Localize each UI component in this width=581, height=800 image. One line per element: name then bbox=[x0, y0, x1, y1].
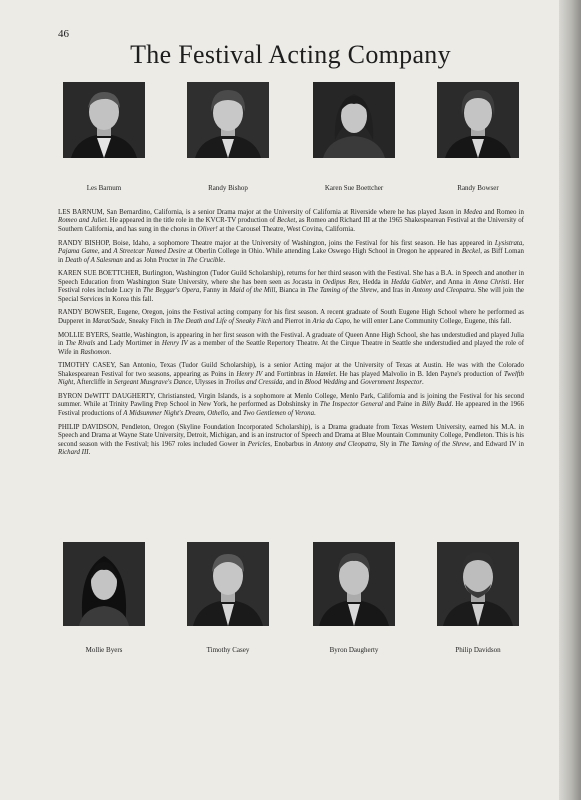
bio-text: , Hedda in bbox=[358, 278, 392, 286]
bio-text: , Bianca in bbox=[275, 287, 308, 295]
bio-text: and Pierrot in bbox=[271, 317, 313, 325]
italic-title-text: Sergeant Musgrave's Dance bbox=[114, 379, 192, 387]
italic-title-text: Marat/Sade bbox=[92, 317, 125, 325]
bio-paragraph bbox=[58, 393, 524, 418]
bio-text: . bbox=[422, 379, 424, 387]
bio-text: , and bbox=[227, 409, 244, 417]
biographies bbox=[58, 209, 524, 463]
bio-text: MOLLIE BYERS, Seattle, Washington, is appearing in her first season with the Festival. A graduate of Queen Anne High School, she has understudied and played Julia in bbox=[58, 331, 524, 348]
page-number: 46 bbox=[58, 28, 69, 40]
italic-title-text: Antony and Cleopatra bbox=[412, 287, 475, 295]
bio-text: , and in bbox=[282, 379, 305, 387]
italic-title-text: Aria da Capo bbox=[312, 317, 350, 325]
bio-text: at Oberlin College in Ohio. While attending Lake Oswego High School in Oregon he appeared in bbox=[186, 248, 462, 256]
bio-text: , Enobarbus in bbox=[270, 440, 314, 448]
bio-paragraph bbox=[58, 309, 524, 326]
bio-text: . bbox=[88, 448, 91, 456]
bio-text: , and Iras in bbox=[377, 287, 413, 295]
italic-title-text: Lysistrata, Pajama Game bbox=[58, 239, 524, 256]
bio-text: . bbox=[109, 348, 112, 356]
bio-text: , as Biff Loman in bbox=[58, 248, 524, 264]
portrait-photo bbox=[63, 82, 145, 158]
bio-text: , Sly in bbox=[375, 440, 399, 448]
bio-text: at the Carousel Theatre, West Covina, California. bbox=[217, 225, 355, 233]
bio-paragraph bbox=[58, 209, 524, 234]
italic-title-text: Oliver! bbox=[197, 225, 218, 233]
bio-text: and bbox=[346, 379, 361, 387]
bio-text: , Sneaky Fitch in bbox=[125, 317, 174, 325]
italic-title-text: Death of A Salesman bbox=[65, 256, 123, 264]
bio-text: . He has played Malvolio in B. Iden Payne's production of bbox=[335, 370, 504, 378]
book-spine-shadow bbox=[559, 0, 581, 800]
portrait-caption: Karen Sue Boettcher bbox=[324, 184, 384, 192]
bio-text: BYRON DeWITT DAUGHERTY, Christiansted, Virgin Islands, is a sophomore at Menlo College, Menlo Park, California and is joining the Festival for his second summer. While at Trinity Pawling Prep School in New York, he performed as Dobshinsky in bbox=[58, 392, 524, 409]
portrait-randy-bowser bbox=[430, 82, 526, 192]
bio-text: and Lady Mortimer in bbox=[95, 340, 162, 348]
portrait-randy-bishop bbox=[180, 82, 276, 192]
italic-title-text: The Beggar's Opera bbox=[142, 287, 200, 295]
bio-paragraph bbox=[58, 424, 524, 458]
italic-title-text: The Taming of the Shrew bbox=[307, 287, 378, 295]
italic-title-text: A Midsummer Night's Dream, Othello bbox=[123, 409, 228, 417]
bio-text: and Romeo in bbox=[482, 209, 524, 216]
italic-title-text: Hedda Gabler bbox=[391, 278, 432, 286]
bio-text: and as John Procter in bbox=[122, 256, 188, 264]
italic-title-text: Blood Wedding bbox=[304, 379, 347, 387]
italic-title-text: Beckel bbox=[461, 248, 481, 256]
bio-text: . She will join the Special Services in Korea this fall. bbox=[58, 287, 524, 303]
bio-text: . He appeared in the title role in the KVCR-TV production of bbox=[106, 217, 277, 225]
italic-title-text: Troilus and Cressida bbox=[225, 379, 283, 387]
bio-text: , and Edward IV in bbox=[469, 440, 524, 448]
portrait-photo bbox=[313, 82, 395, 158]
portrait-caption: Les Barnum bbox=[86, 184, 122, 192]
italic-title-text: Antony and Cleopatra bbox=[313, 440, 376, 448]
portrait-timothy-casey bbox=[180, 542, 276, 654]
bottom-photo-row bbox=[56, 542, 526, 666]
portrait-photo bbox=[187, 542, 269, 626]
italic-title-text: Maid of the Mill bbox=[229, 287, 276, 295]
bio-text: . Her Festival roles include Lucy in bbox=[58, 278, 525, 295]
bio-text: KAREN SUE BOETTCHER, Burlington, Washington (Tudor Guild Scholarship), returns for her third season with the Festival. She has a B.A. in Speech and another in Speech Education from Washington State University, where she has been seen as Jocasta in bbox=[58, 270, 524, 286]
bio-text: . bbox=[314, 409, 316, 417]
italic-title-text: Two Gentlemen of Verona bbox=[243, 409, 315, 417]
portrait-byron-daugherty bbox=[306, 542, 402, 654]
bio-text: RANDY BOWSER, Eugene, Oregon, joins the Festival acting company for his first season. A recent graduate of South Eugene High School where he performed as Dupperet in bbox=[58, 309, 524, 325]
portrait-caption: Randy Bowser bbox=[457, 184, 499, 192]
bio-text: LES BARNUM, San Bernardino, California, is a senior Drama major at the University of California at Riverside where he has played Jason in bbox=[58, 209, 464, 216]
italic-title-text: The Taming of the Shrew bbox=[398, 440, 470, 448]
italic-title-text: Henry IV bbox=[161, 340, 188, 348]
bio-text: , and bbox=[97, 248, 114, 256]
bio-text: , Fanny in bbox=[199, 287, 230, 295]
italic-title-text: The Rivals bbox=[65, 340, 96, 348]
bio-text: PHILIP DAVIDSON, Pendleton, Oregon (Skyline Foundation Incorporated Scholarship), is a Drama graduate from Texas Western University, earned his M.A. in Speech and Drama at Wayne State University, Detroit, Michigan, and is an instructor of Speech and Drama at Blue Mountain Community College, Pendleton. This is his second season with the Festival; his 1967 roles included Gower in bbox=[58, 423, 524, 448]
bio-paragraph bbox=[58, 332, 524, 357]
italic-title-text: A Streetcar Named Desire bbox=[113, 248, 186, 256]
italic-title-text: Pericles bbox=[247, 440, 271, 448]
italic-title-text: Richard III bbox=[58, 448, 89, 456]
portrait-photo bbox=[313, 542, 395, 626]
italic-title-text: Oedipus Rex bbox=[322, 278, 359, 286]
portrait-caption: Byron Daugherty bbox=[329, 646, 379, 654]
portrait-caption: Randy Bishop bbox=[208, 184, 248, 192]
italic-title-text: Anna Christi bbox=[473, 278, 510, 286]
bio-paragraph bbox=[58, 362, 524, 387]
portrait-photo bbox=[187, 82, 269, 158]
portrait-philip-davidson bbox=[430, 542, 526, 654]
portrait-caption: Mollie Byers bbox=[85, 646, 123, 654]
bio-text: , Aftercliffe in bbox=[73, 379, 115, 387]
portrait-les-barnum bbox=[56, 82, 152, 192]
bio-text: RANDY BISHOP, Boise, Idaho, a sophomore Theatre major at the University of Washington, joins the Festival for his first season. He has appeared in bbox=[58, 239, 495, 247]
portrait-caption: Philip Davidson bbox=[455, 646, 501, 654]
page-title: The Festival Acting Company bbox=[130, 40, 451, 69]
portrait-photo bbox=[437, 82, 519, 158]
bio-text: and Paine in bbox=[382, 401, 422, 409]
bio-paragraph bbox=[58, 240, 524, 265]
italic-title-text: Billy Budd bbox=[421, 401, 452, 409]
italic-title-text: Government Inspector bbox=[360, 379, 423, 387]
italic-title-text: The Crucible bbox=[187, 256, 224, 264]
bio-text: , as Romeo and Richard III at the 1965 Shakespearean Festival at the University of Southern California, and has sung in the chorus in bbox=[58, 217, 524, 233]
italic-title-text: The Death and Life of Sneaky Fitch bbox=[173, 317, 272, 325]
portrait-photo bbox=[63, 542, 145, 626]
italic-title-text: Hamlet bbox=[315, 370, 336, 378]
bio-text: , he will enter Lane Community College, Eugene, this fall. bbox=[349, 317, 512, 325]
italic-title-text: Becket bbox=[276, 217, 296, 225]
italic-title-text: The Inspector General bbox=[319, 401, 383, 409]
portrait-karen-sue-boettcher bbox=[306, 82, 402, 192]
italic-title-text: Rashomon bbox=[80, 348, 110, 356]
italic-title-text: Henry IV bbox=[236, 370, 263, 378]
italic-title-text: Twelfth Night bbox=[58, 370, 525, 387]
bio-text: , Ulysses in bbox=[191, 379, 226, 387]
bio-text: TIMOTHY CASEY, San Antonio, Texas (Tudor Guild Scholarship), is a senior Acting major at the University of Texas at Austin. He was with the Colorado Shakespearean Festival for two seasons, appearing as Poins in bbox=[58, 362, 524, 378]
bio-text: . bbox=[223, 256, 226, 264]
bio-paragraph bbox=[58, 270, 524, 304]
bio-text: as a member of the Seattle Repertory Theatre. At the Cirque Theatre in Seattle she understudied and played the role of Wife in bbox=[58, 340, 524, 356]
bio-text: . He appeared in the 1966 Festival productions of bbox=[58, 401, 524, 417]
bio-text: , and Anna in bbox=[431, 278, 474, 286]
italic-title-text: Romeo and Juliet bbox=[58, 217, 107, 225]
italic-title-text: Medea bbox=[463, 209, 483, 216]
portrait-photo bbox=[437, 542, 519, 626]
top-photo-row bbox=[56, 82, 526, 206]
portrait-caption: Timothy Casey bbox=[206, 646, 250, 654]
portrait-mollie-byers bbox=[56, 542, 152, 654]
bio-text: and Fortinbras in bbox=[262, 370, 316, 378]
